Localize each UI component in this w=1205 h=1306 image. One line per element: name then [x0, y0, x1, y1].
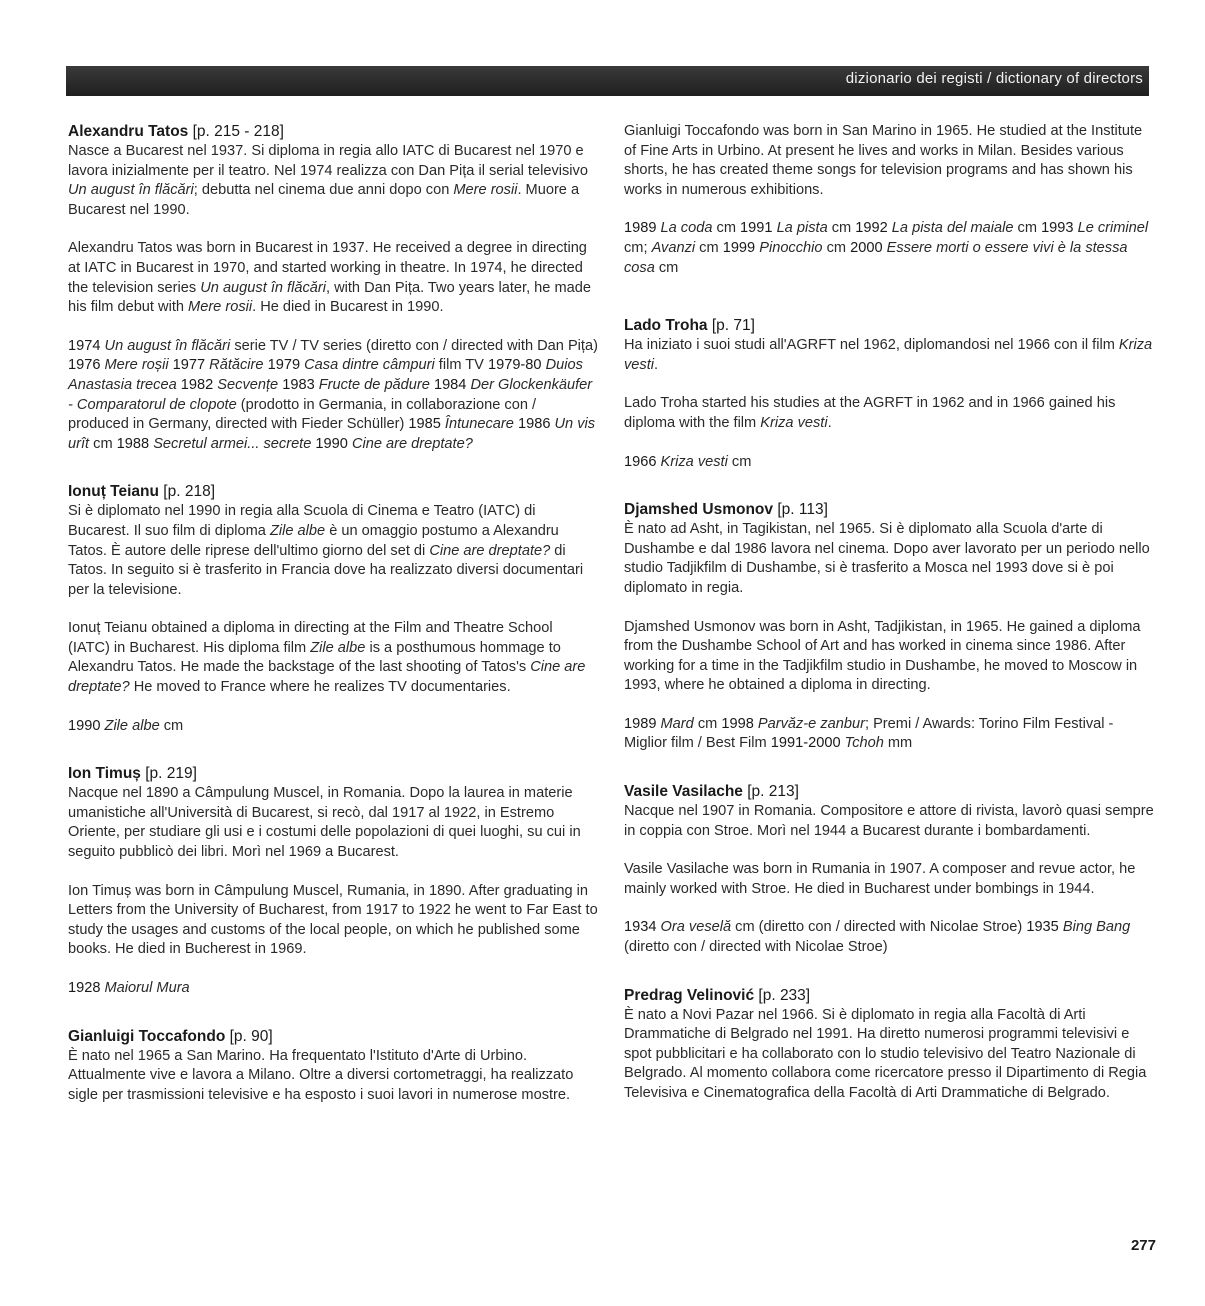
bio-italian: È nato ad Asht, in Tagikistan, nel 1965. Si è diplomato alla Scuola d'arte di Dushambe e dal 1986 lavora nel cinema. Dopo aver lavorato per un periodo nello studio Tadjikfilm di Dushambe, si è trasferito a Mosca nel 1993 dove si è poi diplomato in regia.: [624, 521, 1150, 596]
entry-djamshed-usmonov: [624, 500, 1154, 754]
bio-italian: Nacque nel 1907 in Romania. Compositore e attore di rivista, lavorò quasi sempre in coppia con Stroe. Morì nel 1944 a Bucarest durante i bombardamenti.: [624, 803, 1154, 839]
filmography: 1989 Mard cm 1998 Parvăz-e zanbur; Premi / Awards: Torino Film Festival - Miglior film / Best Film 1991-2000 Tchoh mm: [624, 715, 1114, 752]
bio-english: Djamshed Usmonov was born in Asht, Tadjikistan, in 1965. He gained a diploma from the Dushambe School of Art and has worked in cinema since 1986. After working for a time in the Tadjikfilm studio in Dushambe, he moved to Moscow in 1993, where he obtained a diploma in directing.: [624, 618, 1141, 694]
bio-italian: Nasce a Bucarest nel 1937. Si diploma in regia allo IATC di Bucarest nel 1970 e lavora inizialmente per il teatro. Nel 1974 realizza con Dan Pița il serial televisivo Un august în flăcări; debutta nel cinema due anni dopo con Mere rosii. Muore a Bucarest nel 1990.: [68, 143, 588, 218]
bio-english: Ionuț Teianu obtained a diploma in directing at the Film and Theatre School (IATC) in Bucharest. His diploma film Zile albe is a posthumous hommage to Alexandru Tatos. He made the backstage of the last shooting of Tatos's Cine are dreptate? He moved to France where he realizes TV documentaries.: [68, 620, 586, 696]
director-name: Lado Troha: [624, 317, 708, 335]
director-name: Djamshed Usmonov: [624, 501, 774, 519]
filmography: 1974 Un august în flăcări serie TV / TV series (diretto con / directed with Dan Pița) 1976 Mere roșii 1977 Rătăcire 1979 Casa dintre câmpuri film TV 1979-80 Duios Anastasia trecea 1982 Secvențe 1983 Fructe de pădure 1984 Der Glockenkäufer - Comparatorul de clopote (prodotto in Germania, in collaborazione con / produced in Germany, directed with Fieder Schüller) 1985 Întunecare 1986 Un vis urît cm 1988 Secretul armei... secrete 1990 Cine are dreptate?: [68, 337, 598, 452]
director-name: Predrag Velinović: [624, 986, 755, 1004]
entry-heading: [68, 482, 598, 502]
entry-heading: [624, 500, 1154, 520]
page-ref: [p. 113]: [773, 501, 828, 519]
page-ref: [p. 233]: [754, 986, 811, 1004]
filmography: 1989 La coda cm 1991 La pista cm 1992 La pista del maiale cm 1993 Le criminel cm; Avanzi cm 1999 Pinocchio cm 2000 Essere morti o essere vivi è la stessa cosa cm: [624, 220, 1149, 276]
bio-italian: Si è diplomato nel 1990 in regia alla Scuola di Cinema e Teatro (IATC) di Bucarest. Il suo film di diploma Zile albe è un omaggio postumo a Alexandru Tatos. È autore delle riprese dell'ultimo giorno del set di Cine are dreptate? di Tatos. In seguito si è trasferito in Francia dove ha realizzato diversi documentari per la televisione.: [68, 503, 584, 598]
page-ref: [p. 218]: [158, 483, 215, 501]
page-ref: [p. 215 - 218]: [188, 123, 284, 140]
bio-italian: Ha iniziato i suoi studi all'AGRFT nel 1962, diplomandosi nel 1966 con il film Kriza vesti.: [624, 337, 1153, 373]
director-name: Ionuț Teianu: [68, 483, 159, 501]
director-name: Alexandru Tatos: [68, 123, 189, 140]
bio-english: Lado Troha started his studies at the AGRFT in 1962 and in 1966 gained his diploma with the film Kriza vesti.: [624, 395, 1116, 431]
entry-heading: [68, 122, 598, 142]
filmography: 1966 Kriza vesti cm: [624, 453, 752, 470]
entry-heading: [68, 1027, 598, 1047]
director-name: Gianluigi Toccafondo: [68, 1027, 226, 1045]
entry-heading: [624, 316, 1154, 336]
bio-english: Ion Timuș was born in Câmpulung Muscel, Rumania, in 1890. After graduating in Letters from the University of Bucharest, from 1917 to 1922 he went to Far East to study the usages and customs of the local people, on which he published some books. He died in Bucherest in 1969.: [68, 882, 598, 958]
page-ref: [p. 219]: [140, 765, 197, 783]
entry-ion-timus: [68, 764, 598, 998]
filmography: 1928 Maiorul Mura: [68, 980, 190, 996]
director-name: Vasile Vasilache: [624, 783, 743, 801]
filmography: 1934 Ora veselă cm (diretto con / directed with Nicolae Stroe) 1935 Bing Bang (diretto con / directed with Nicolae Stroe): [624, 919, 1131, 956]
bio-english: Alexandru Tatos was born in Bucarest in 1937. He received a degree in directing at IATC in Bucarest in 1970, and started working in theatre. In 1974, he directed the television series Un august în flăcări, with Dan Pița. Two years later, he made his film debut with Mere rosii. He died in Bucarest in 1990.: [68, 240, 591, 316]
entry-heading: [624, 986, 1154, 1006]
section-title: dizionario dei registi / dictionary of directors: [845, 70, 1143, 87]
left-column: [68, 122, 598, 1133]
entry-heading: [68, 764, 598, 784]
entry-alexandru-tatos: [68, 122, 598, 454]
page-number: 277: [1130, 1237, 1156, 1254]
filmography: 1990 Zile albe cm: [68, 717, 184, 734]
right-column: [624, 122, 1154, 1132]
entry-vasile-vasilache: [624, 782, 1154, 958]
entry-lado-troha: [624, 316, 1154, 472]
bio-english: Gianluigi Toccafondo was born in San Marino in 1965. He studied at the Institute of Fine Arts in Urbino. At present he lives and works in Milan. Besides various shorts, he has created theme songs for television programs and has shown his works in numerous exhibitions.: [624, 123, 1143, 198]
bio-english: Vasile Vasilache was born in Rumania in 1907. A composer and revue actor, he mainly worked with Stroe. He died in Bucharest under bombings in 1944.: [624, 861, 1136, 897]
entry-ionut-teianu: [68, 482, 598, 736]
entry-predrag-velinovic: [624, 986, 1154, 1104]
bio-italian: È nato a Novi Pazar nel 1966. Si è diplomato in regia alla Facoltà di Arti Drammatiche di Belgrado nel 1991. Ha diretto numerosi programmi televisivi e spot pubblicitari e ha collaborato con lo studio televisivo del Teatro Nazionale di Belgrado. Al momento collabora come ricercatore presso il Dipartimento di Regia Televisiva e Cinematografica della Facoltà di Arti Drammatiche di Belgrado.: [624, 1006, 1147, 1101]
director-name: Ion Timuș: [68, 765, 141, 783]
bio-italian: Nacque nel 1890 a Câmpulung Muscel, in Romania. Dopo la laurea in materie umanistiche all'Università di Bucarest, si recò, dal 1917 al 1922, in Estremo Oriente, per studiare gli usi e i costumi delle popolazioni di quei luoghi, su cui in seguito pubblicò dei libri. Morì nel 1969 a Bucarest.: [68, 785, 581, 861]
page-ref: [p. 90]: [225, 1027, 273, 1045]
page-ref: [p. 213]: [742, 783, 799, 801]
entry-gianluigi-toccafondo: [68, 1027, 598, 1106]
section-header-bar: [66, 66, 1149, 96]
bio-italian: È nato nel 1965 a San Marino. Ha frequentato l'Istituto d'Arte di Urbino. Attualmente vive e lavora a Milano. Oltre a diversi cortometraggi, ha realizzato sigle per trasmissioni televisive e ha esposto i suoi lavori in numerose mostre.: [68, 1047, 574, 1103]
page-ref: [p. 71]: [707, 317, 755, 335]
entry-gianluigi-toccafondo-continued: [624, 122, 1154, 278]
entry-heading: [624, 782, 1154, 802]
